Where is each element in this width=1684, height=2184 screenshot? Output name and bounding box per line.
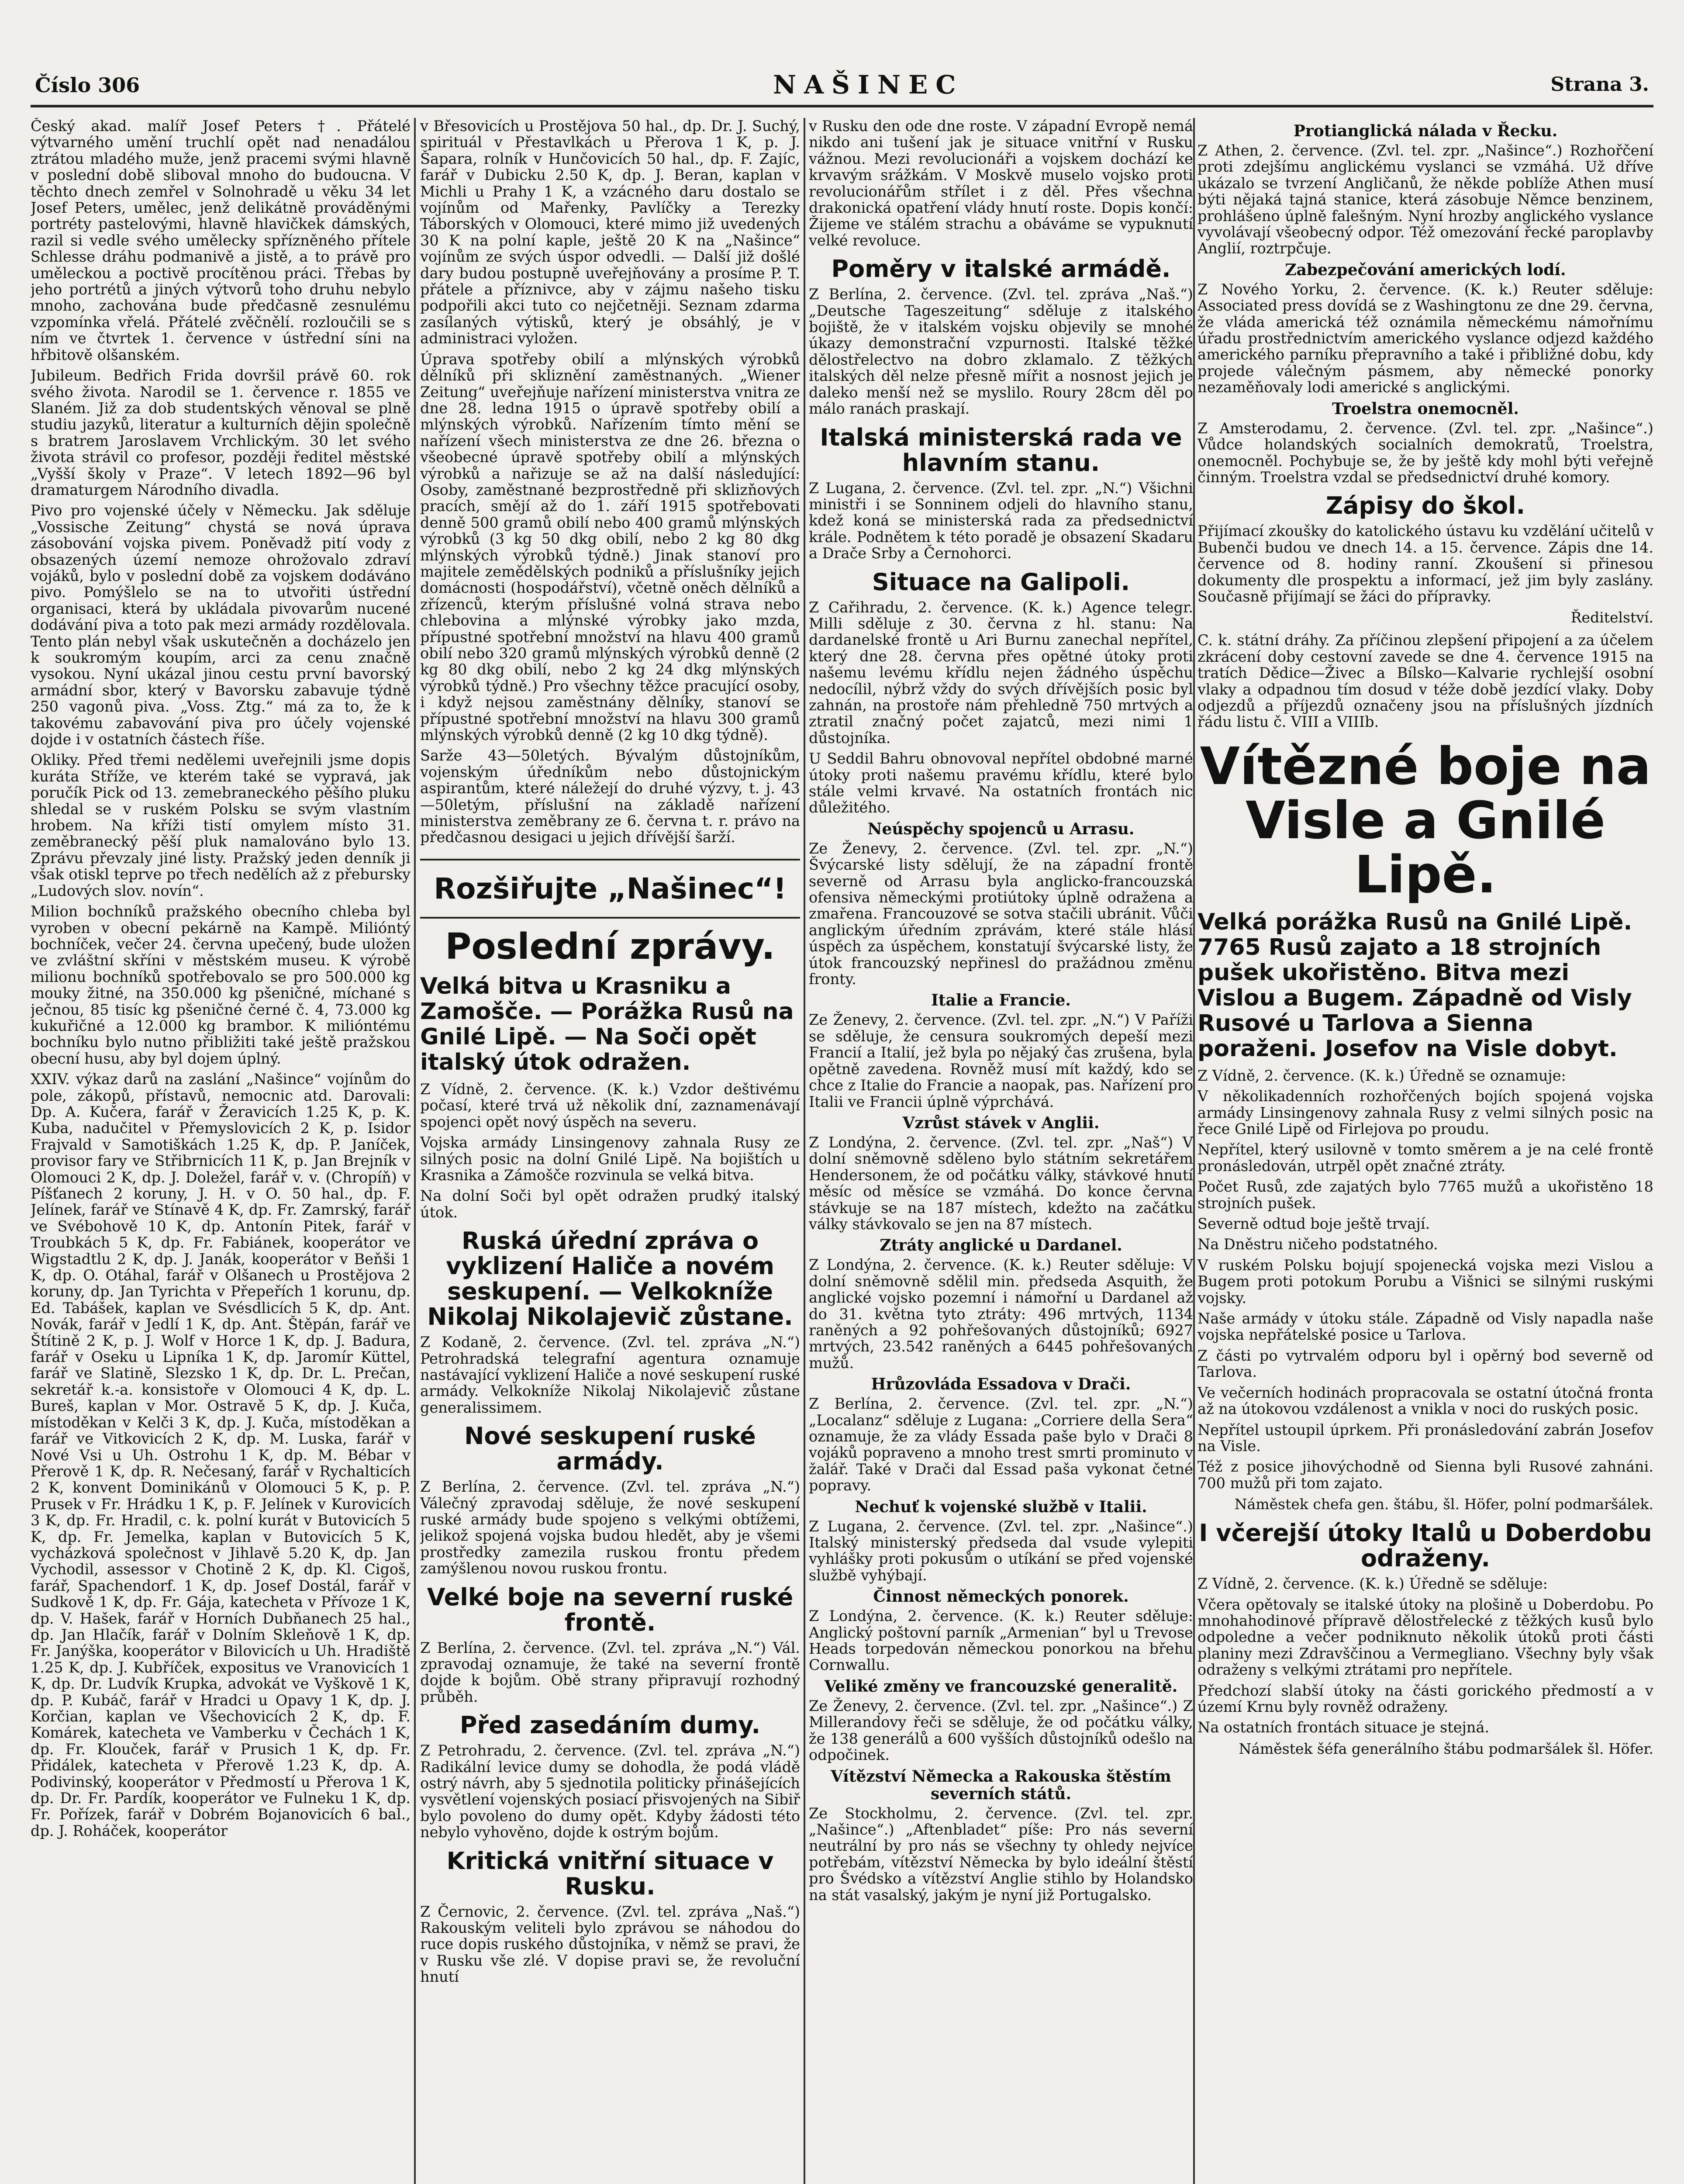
main-lead: Velká porážka Rusů na Gnilé Lipě. 7765 Rusů zajato a 18 strojních pušek ukořistěno. Bitva mezi Vislou a Bugem. Západně od Visly Rusové u Tarlova a Sienna poraženi. Josefov na Visle dobyt. xyxy=(1197,909,1632,1062)
headline-italian-army: Poměry v italské armádě. xyxy=(831,255,1171,283)
news-paragraph: Severně odtud boje ještě trvají. xyxy=(1197,1215,1430,1233)
subhead-troelstra: Troelstra onemocněl. xyxy=(1332,399,1519,418)
article-okliky: Okliky. Před třemi nedělemi uveřejnili jsme dopis kuráta Stříže, ve kterém také se vypravá, jak poručík Pick od 13. zemebraneckého pěšího pluku shledal se v ruském Polsku se svým vlastním hrobem. Na kříži tistí omylem místo 31. zeměbranecký pěší pluk namalováno bylo 13. Zprávu převzaly jiné listy. Pražský jeden denník ji však otiskl teprve po třech nedělích až z přebursky „Ludových slov. novín“. xyxy=(31,751,411,899)
signature: Náměstek chefa gen. štábu, šl. Höfer, polní podmaršálek. xyxy=(1234,1496,1653,1513)
latest-news-lead: Velká bitva u Krasniku a Zamošče. — Porážka Rusů na Gnilé Lipě. — Na Soči opět italský útok odražen. xyxy=(420,973,794,1075)
news-paragraph: Ve večerních hodinách propracovala se ostatní útočná fronta až na útokovou vzdálenost a vnikla v noci do ruských posic. xyxy=(1197,1384,1653,1418)
news-paragraph: V několikadenních rozhořčených bojích spojená vojska armády Linsingenovy zahnala Rusy z velmi silných posic na řece Gnilé Lipě od Firlejova po proudu. xyxy=(1197,1088,1653,1137)
news-paragraph: V ruském Polsku bojují spojenecká vojska mezi Vislou a Bugem proti potokum Porubu a Višnici se silnými ruskými vojsky. xyxy=(1197,1256,1653,1306)
news-paragraph: Nepřítel, který usilovně v tomto směrem a je na celé frontě pronásledován, utrpěl opět značné ztráty. xyxy=(1197,1141,1653,1175)
article-donations-cont: v Břesovicích u Prostějova 50 hal., dp. Dr. J. Suchý, spirituál v Přestavlkách u Přerova 1 K, p. J. Šapara, rolník v Hunčovicích 50 hal., dp. F. Zajíc, farář v Dubicku 2.50 K, dp. J. Beran, kaplan v Michli u Prahy 1 K, a vzácného daru dostalo se vojínům od Mařenky, Pavlíčky a Terezky Táborských v Olomouci, které mimo již uvedených 30 K na polní kaple, ještě 20 K na „Našince“ vojínům ze svých úspor odvedli. — Další již došlé dary budou postupně uveřejňovány a prosíme P. T. přátele a příznivce, aby v zájmu našeho tisku podpořili akci tuto co nejčetněji. Seznam zdarma zasílaných výtisků, který je obsáhlý, je v administraci vyložen. xyxy=(420,118,800,347)
article-donations: XXIV. výkaz darů na zaslání „Našince“ vojínům do pole, zákopů, přístavů, nemocnic atd. Darovali: Dp. A. Kučera, farář v Žeravicích 1.25 K, p. K. Kuba, nadučitel v Přemyslovicích 2 K, p. Isidor Frajvald v Samotiškách 1.25 K, dp. P. Janíček, provisor fary ve Střibrnicích 11 K, p. Jan Brejník v Olomouci 2 K, dp. J. Doležel, farář v. v. (Chropíň) v Píšťanech 2 koruny, J. H. v O. 50 hal., dp. F. Jelínek, farář ve Stínavě 4 K, dp. Fr. Zamrský, farář ve Svébohově 10 K, dp. Antonín Pitek, farář v Troubkách 5 K, dp. Fr. Fabiánek, kooperátor ve Wigstadtlu 2 K, dp. J. Janák, kooperátor v Beňši 1 K, dp. O. Otáhal, farář v Olšanech u Prostějova 2 koruny, dp. Jan Tyrichta v Přepeřích 1 korunu, dp. Ed. Tabášek, kaplan ve Svésdlicích 5 K, dp. Ant. Novák, farář v Jedlí 1 K, dp. Ant. Štěpán, farář ve Štítině 2 K, p. J. Wolf v Horce 1 K, dp. J. Badura, farář v Oseku u Lipníka 1 K, dp. Jaromír Küttel, farář ve Slatině, Slezsko 1 K, dp. Dr. L. Prečan, sekretář k.-a. konsistoře v Olomouci 4 K, dp. L. Bureš, kaplan v Mor. Ostravě 5 K, dp. J. Kuča, místoděkan v Kelči 3 K, dp. J. Kuča, místoděkan a farář ve Vitkovicích 2 K, dp. M. Luska, farář v Nové Vsi u Uh. Ostrohu 1 K, dp. M. Bébar v Přerově 1 K, dp. R. Nečesaný, farář v Rychalticích 2 K, konvent Dominikánů v Olomouci 5 K, p. P. Prusek v Fr. Hrádku 1 K, p. F. Jelínek v Kurovicích 3 K, dp. Fr. Hradil, c. k. polní kurát v Butovicích 5 K, dp. Fr. Jemelka, kaplan v Butovicích 5 K, vycházková společnost v Jihlavě 5.20 K, dp. Jan Vychodil, assessor v Chotině 2 K, dp. Kl. Cigoš, farář, Spachendorf. 1 K, dp. Josef Dostál, farář v Sudkově 1 K, dp. Fr. Gája, katecheta v Přívoze 1 K, dp. V. Hašek, farář v Horních Dubňanech 25 hal., dp. Jan Hlačík, farář v Dolním Skleňově 1 K, dp. Fr. Janýška, kooperátor v Bilovicích u Uh. Hradiště 1.25 K, dp. J. Kubříček, expositus ve Vranovicích 1 K, dp. Dr. Ludvík Krupka, advokát ve Vyškově 1 K, dp. P. Kubáč, farář v Hradci u Opavy 1 K, dp. J. Korčian, kaplan ve Všechovicích 2 K, dp. F. Komárek, katecheta ve Vamberku v Čechách 1 K, dp. Fr. Klouček, farář v Prusich 1 K, dp. Fr. Přidálek, katecheta v Přerově 1.23 K, dp. A. Podivinský, kooperátor v Předmostí u Přerova 1 K, dp. Dr. Fr. Pardík, kooperátor ve Fulneku 1 K, dp. Fr. Pořízek, farář v Dobrém Bojanovicích 6 bal., dp. J. Roháček, kooperátor xyxy=(31,1071,411,1839)
news-paragraph: Z Vídně, 2. července. (K. k.) Úředně se sděluje: xyxy=(1197,1575,1548,1593)
headline-duma: Před zasedáním dumy. xyxy=(459,1711,761,1739)
news-paragraph: Vojska armády Linsingenovy zahnala Rusy ze silných posic na dolní Gnilé Lipě. Na bojištích u Krasnika a Zámošče rozvinula se velká bitva. xyxy=(420,1134,800,1184)
news-paragraph: Z Londýna, 2. července. (K. k.) Reuter sděluje: Anglický poštovní parník „Armenian“ byl u Trevose Heads torpedován německou ponorkou na břehu Cornwallu. xyxy=(809,1607,1193,1674)
subhead-essad: Hrůzovláda Essadova v Drači. xyxy=(871,1375,1131,1394)
headline-italian-council: Italská ministerská rada ve hlavním stanu. xyxy=(820,423,1182,477)
news-paragraph: Ze Ženevy, 2. července. (Zvl. tel. zpr. „N.“) V Paříži se sděluje, že censura soukromých depeší mezi Francií a Italií, jež byla po nějaký čas zrušena, byla opětně zavedena. Rovněž musí mít každý, kdo se chce z Italie do Francie a naopak, pas. Nařízení pro Italii ve Francii úplně výprchává. xyxy=(809,1011,1193,1110)
news-paragraph: Ze Ženevy, 2. července. (Zvl. tel. zpr. „N.“) Švýcarské listy sdělují, že na západní frontě severně od Arrasu byla anglicko-francouzská ofensiva německými protiútoky úplně odražena a zmařena. Francouzové se sotva stačili ubránit. Vůči anglickým úředním zprávám, které stále hlásí úspěch za úspěchem, konstatují švýcarské listy, že útok francouzský nepřinesl do pražádnou změnu fronty. xyxy=(809,840,1193,988)
subhead-arras: Neúspěchy spojenců u Arrasu. xyxy=(867,819,1135,838)
headline-russian-report: Ruská úřední zpráva o vyklizení Haliče a novém seskupení. — Velkokníže Nikolaj Nikolajevič zůstane. xyxy=(427,1227,793,1331)
news-paragraph: v Rusku den ode dne roste. V západní Evropě nemá nikdo ani tušení jak je situace vnitřní v Rusku vážnou. Mezi revolucionáři a vojskem dochází ke krvavým srážkám. V Moskvě muselo vojsko proti revolucionářům střílet i z děl. Přes všechna drakonická opatření vlády hnutí roste. Dopis končí: Žijeme ve stálém strachu a obáváme se vypuknutí velké revoluce. xyxy=(809,118,1193,249)
article-sarze: Sarže 43—50letých. Bývalým důstojníkům, vojenským úředníkům nebo důstojnickým aspirantům, které náležejí do druhé výzvy, t. j. 43—50letým, příslušní na základě nařízení ministerstva zeměbrany ze 6. června t. r. právo na předčasnou desigaci u jejich dřívější šarží. xyxy=(420,747,800,846)
headline-new-grouping: Nové seskupení ruské armády. xyxy=(464,1422,756,1476)
subhead-submarines: Činnost německých ponorek. xyxy=(873,1587,1129,1606)
headline-gallipoli: Situace na Galipoli. xyxy=(872,568,1130,596)
news-paragraph: Na Dněstru ničeho podstatného. xyxy=(1197,1236,1438,1253)
page-header xyxy=(31,70,1653,107)
news-paragraph: Na ostatních frontách situace je stejná. xyxy=(1197,1719,1490,1736)
article-uprava: Úprava spotřeby obilí a mlýnských výrobků dělníků při skliznění zaměstnaných. „Wiener Zeitung“ uveřejňuje nařízení ministerstva vnitra ze dne 28. ledna 1915 o úpravě spotřeby obilí a mlýnských výrobků. Nařízením tímto mění se nařízení všech ministerstva ze dne 26. března o všeobecné úpravě spotřeby obilí a mlýnských výrobků a nařizuje se až na další následující: Osoby, zaměstnané bezprostředně při sklizňových pracích, smějí až do 1. září 1915 spotřebovati denně 500 gramů obilí nebo 400 gramů mlýnských výrobků (3 kg 50 dkg obilí, nebo 2 kg 80 dkg mlýnských výrobků týdně.) Jinak stanoví pro majitele zemědělských podniků a příslušníky jejich domácnosti (hospodářství), včetně oněch dělníků a zřízenců, kterým příslušné volná strava nebo chlebovina a mlýnské výrobky jako mzda, přípustné spotřební množství na hlavu 400 gramů obilí nebo 320 gramů mlýnských výrobků denně (2 kg 80 dkg obilí, nebo 2 kg 24 dkg mlýnských výrobků týdně.) Pro všechny těžce pracující osoby, i když nejsou zaměstnány dělníky, stanoví se přípustné spotřební množství na hlavu 300 gramů mlýnských výrobků denně (2 kg 10 dkg týdně). xyxy=(420,350,800,744)
news-paragraph: Z Cařihradu, 2. července. (K. k.) Agence telegr. Milli sděluje z 30. června z hl. stanu: Na dardanelské frontě u Ari Burnu zanechal nepřítel, který dne 28. června přes opětné útoky proti našemu levému křídlu nejen žádného úspěchu nedocílil, nýbrž vždy do svých dřívějších posic byl zahnán, na prostoře nám přehledně 750 mrtvých a ztratil značný počet zajatců, mezi nimi 1 důstojníka. xyxy=(809,598,1193,746)
page-number: Strana 3. xyxy=(1550,73,1649,96)
subhead-ships: Zabezpečování amerických lodí. xyxy=(1285,260,1566,279)
subhead-nechut: Nechuť k vojenské službě v Italii. xyxy=(855,1497,1147,1516)
subhead-greece: Protianglická nálada v Řecku. xyxy=(1293,122,1558,140)
main-headline: Vítězné boje na Visle a Gnilé Lipě. xyxy=(1200,736,1651,905)
news-paragraph: Z Lugana, 2. července. (Zvl. tel. zpr. „Našince“.) Italský ministerský předseda dal vsude vylepiti vyhlášky proti pokusům o utíkání se před vojenské službě vyhýbají. xyxy=(809,1517,1193,1584)
news-paragraph: Z Londýna, 2. července. (Zvl. tel. zpr. „Naš“) V dolní sněmovně sděleno bylo státním sekretářem Hendersonem, že od počátku války, stávkové hnutí měsíc od měsíce se vzmáhá. Do konce června stávkuje se na 187 místech, kdežto na začátku války stávkovalo se jen na 87 místech. xyxy=(809,1133,1193,1233)
news-paragraph: Z Vídně, 2. července. (K. k.) Vzdor deštivému počasí, které trvá už několik dní, zaznamenávají spojenci opět nový úspěch na severu. xyxy=(420,1080,800,1130)
news-paragraph: Z Berlína, 2. července. (Zvl. tel. zpr. „N.“) „Localanz“ sděluje z Lugana: „Corriere della Sera“ oznamuje, že za vlády Essada paše bylo v Drači 8 vojáků popraveno a mnoho trest smrti prominuto v žalář. Také v Drači dal Essad paša vykonat četné popravy. xyxy=(809,1395,1193,1494)
subhead-dardanelles: Ztráty anglické u Dardanel. xyxy=(880,1236,1122,1255)
news-paragraph: Z Londýna, 2. července. (K. k.) Reuter sděluje: V dolní sněmovně sdělil min. předseda Asquith, že anglické vojsko pozemní i námořní u Dardanel až do 31. května tyto ztráty: 496 mrtvých, 1134 raněných a 92 pohřešovaných důstojníků; 6927 mrtvých, 23.542 raněných a 6445 pohřešovaných mužů. xyxy=(809,1256,1193,1372)
news-paragraph: C. k. státní dráhy. Za příčinou zlepšení připojení a za účelem zkrácení doby cestovní zavede se dne 4. července 1915 na tratích Dědice—Živec a Bílsko—Kalvarie rychlejší osobní vlaky a odpadnou tím dosud v téže době jezdící vlaky. Doby odjezdů a příjezdů označeny jsou na příslušných jízdních řádu listu č. VIII a VIIIb. xyxy=(1197,632,1653,731)
column-4 xyxy=(1197,118,1653,2184)
news-paragraph: Ze Ženevy, 2. července. (Zvl. tel. zpr. „Našince“.) Z Millerandovy řeči se sděluje, že od počátku války, že 138 generálů a 600 vyšších důstojníků odešlo na odpočinek. xyxy=(809,1697,1193,1764)
news-paragraph: Z Petrohradu, 2. července. (Zvl. tel. zpráva „N.“) Radikální levice dumy se dohodla, že podá vládě ostrý návrh, aby 5 sjednotila politicky přinášejících vysvětlení vojenských posiací přisvojených na Sibiř bylo povoleno do dumy opět. Kdyby žádosti této nebylo vyhověno, dojde k ostrým bojům. xyxy=(420,1742,800,1841)
news-paragraph: Včera opětovaly se italské útoky na plošině u Doberdobu. Po mnohahodinové přípravě dělostřelecké z těžkých kusů bylo odpoledne a večer podniknuto několik útoků proti části planiny mezi Zdravščinou a Vermegliano. Všechny byly však odraženy s velkými ztrátami pro nepřítele. xyxy=(1197,1596,1653,1679)
news-paragraph: Na dolní Soči byl opět odražen prudký italský útok. xyxy=(420,1187,800,1221)
subhead-generals: Veliké změny ve francouzské generalitě. xyxy=(824,1677,1178,1696)
news-paragraph: U Seddil Bahru obnovoval nepřítel obdobné marné útoky proti našemu pravému křídlu, které bylo stále velmi krvavé. Na ostatních frontách nic důležitého. xyxy=(809,750,1193,816)
headline-schools: Zápisy do škol. xyxy=(1325,492,1525,520)
column-divider xyxy=(414,118,416,2184)
signature: Náměstek šéfa generálního štábu podmaršálek šl. Höfer. xyxy=(1239,1740,1653,1757)
news-paragraph: Z části po vytrvalém odporu byl i opěrný bod severně od Tarlova. xyxy=(1197,1347,1653,1381)
news-paragraph: Z Vídně, 2. července. (K. k.) Úředně se oznamuje: xyxy=(1197,1067,1566,1084)
latest-news-title: Poslední zprávy. xyxy=(445,926,775,968)
news-paragraph: Z Berlína, 2. července. (Zvl. tel. zpráva „N.“) Vál. zpravodaj oznamuje, že také na severní frontě dojde k bojům. Obě strany připravují rozhodný průběh. xyxy=(420,1639,800,1705)
article-peters: Český akad. malíř Josef Peters †. Přátelé výtvarného umění truchlí opět nad nenadálou ztrátou mladého muže, jenž pracemi svými hlavně v poslední době sliboval mnoho do budoucna. V těchto dnech zemřel v Solnohradě u věku 34 let Josef Peters, umělec, jenž delikátně prováděnými portréty pastelovými, hlavně hlavičkek dámských, razil si vedle svého umělecky spřízněného přítele Schlesse dráhu podmanivě a jistě, a to právě pro uměleckou a poctivě procítěnou práci. Třebas by jeho portrétů a jiných výtvorů toho druhu nebylo mnoho, zachována bude předčasně zesnulému vzpomínka vřelá. Přátelé zvěčnělí. rozloučili se s ním ve čtvrtek 1. července v ústřední síni na hřbitově olšanském. xyxy=(31,118,411,363)
issue-number: Číslo 306 xyxy=(35,73,140,97)
news-paragraph: Z Lugana, 2. července. (Zvl. tel. zpr. „N.“) Všichni ministři i se Sonninem odjeli do hlavního stanu, kdež koná se ministerská rada za předsednictví krále. Podnětem k této poradě je obsazení Skadaru a Drače Srby a Černohorci. xyxy=(809,479,1193,562)
news-paragraph: Z Kodaně, 2. července. (Zvl. tel. zpráva „N.“) Petrohradská telegrafní agentura oznamuje nastávající vyklizení Haliče a nové seskupení ruské armády. Velkokníže Nikolaj Nikolajevič zůstane generalissimem. xyxy=(420,1334,800,1416)
column-divider xyxy=(804,118,805,2184)
column-2 xyxy=(420,118,800,2184)
subhead-strikes: Vzrůst stávek v Anglii. xyxy=(902,1113,1100,1132)
news-paragraph: Naše armády v útoku stále. Západně od Visly napadla naše vojska nepřátelské posice u Tarlova. xyxy=(1197,1310,1653,1344)
news-paragraph: Z Berlína, 2. července. (Zvl. tel. zpráva „N.“) Válečný zpravodaj sděluje, že nové seskupení ruské armády bude spojeno s velkými obtížemi, jelikož spojená vojska budou hledět, aby je všemi prostředky zamezila ruskou frontu předem zamýšlenou novou ruskou frontu. xyxy=(420,1478,800,1577)
headline-doberdob: I včerejší útoky Italů u Doberdobu odraženy. xyxy=(1199,1519,1652,1572)
article-jubileum: Jubileum. Bedřich Frida dovršil právě 60. rok svého života. Narodil se 1. července r. 1855 ve Slaném. Již za dob studentských věnoval se plně studiu jazyků, literatur a kulturních dějin společně s bratrem Jaroslavem Vrchlickým. 30 let svého života strávil co profesor, později ředitel městské „Vyšší školy v Praze“. V letech 1892—96 byl dramaturgem Národního divadla. xyxy=(31,367,411,498)
column-3 xyxy=(809,118,1193,2184)
headline-critical-situation: Kritická vnitřní situace v Rusku. xyxy=(446,1847,774,1900)
news-paragraph: Počet Rusů, zde zajatých bylo 7765 mužů a ukořistěno 18 strojních pušek. xyxy=(1197,1178,1653,1212)
news-paragraph: Přijímací zkoušky do katolického ústavu ku vzdělání učitelů v Bubenči budou ve dnech 14. a 15. července. Zápis dne 14. července od 8. hodiny ranní. Zkoušení si přinesou dokumenty dle prospektu a informací, jež jim byly zaslány. Současně přijímají se žáci do přípravky. xyxy=(1197,522,1653,605)
subhead-victory: Vítězství Německa a Rakouska štěstím severních států. xyxy=(831,1767,1171,1803)
news-paragraph: Předchozí slabší útoky na části gorického předmostí a v území Krnu byly rovněž odraženy. xyxy=(1197,1682,1653,1715)
news-paragraph: Nepřítel ustoupil úprkem. Při pronásledování zabrán Josefov na Visle. xyxy=(1197,1421,1653,1455)
news-paragraph: Z Amsterodamu, 2. července. (Zvl. tel. zpr. „Našince“.) Vůdce holandských socialních demokratů, Troelstra, onemocněl. Pochybuje se, že by ještě kdy mohl býti veřejně činným. Troelstra vzdal se předsednictví druhé komory. xyxy=(1197,419,1653,486)
article-milion: Milion bochníků pražského obecního chleba byl vyroben v obecní pekárně na Kampě. Milióntý bochníček, večer 24. června upečený, bude uložen ve zvláštní skříni v městském museu. K výrobě milionu bochníků spotřebovalo se pro 500.000 kg mouky žitné, na 350.000 kg pšeničné, míchané s ječnou, 85 tisíc kg pšeničné černé č. 4, 73.000 kg kukuřičné a 12.000 kg brambor. K milióntému bochníku bylo nutno přibližiti také ještě pražskou obecní husu, aby byl dojem úplný. xyxy=(31,903,411,1067)
article-pivo: Pivo pro vojenské účely v Německu. Jak sděluje „Vossische Zeitung“ chystá se nová úprava zásobování vojska pivem. Poněvadž pití vody z obsazených území nemoze ohrožovalo zdraví vojáků, bylo v poslední době za vojskem dodáváno pivo. Pomýšlelo se na to utvořiti ústřední organisaci, která by ukládala pivovarům nucené dodávání piva a toto pak mezi armády rozdělovala. Tento plán nebyl však uskutečněn a docházelo jen k soukromým koupím, arci za cenu značně vysokou. Nyní ukázal jinou cestu první bavorský armádní sbor, který v Bavorsku zabavuje týdně 250 vagonů piva. „Voss. Ztg.“ má za to, že k takovému zabavování piva pro účely vojenské dojde i v ostatních částech říše. xyxy=(31,502,411,748)
signature: Ředitelství. xyxy=(1570,609,1653,626)
column-1 xyxy=(31,118,411,2184)
news-paragraph: Též z posice jihovýchodně od Sienna byli Rusové zahnáni. 700 mužů při tom zajato. xyxy=(1197,1458,1653,1492)
news-paragraph: Z Berlína, 2. července. (Zvl. tel. zpráva „Naš.“) „Deutsche Tageszeitung“ sděluje z italského bojiště, že v italském vojsku objevily se mnohé úkazy demonstrační vzpurnosti. Italské těžké dělostřelectvo na dobro zklamalo. Z těžkých italských děl nelze přesně mířit a nosnost jejich je daleko menší než se myslilo. Roury 28cm děl po málo ranách praskají. xyxy=(809,286,1193,418)
news-paragraph: Ze Stockholmu, 2. července. (Zvl. tel. zpr. „Našince“.) „Aftenbladet“ píše: Pro nás severní neutrální by pro nás se všechny ty ohledy nejvíce potřebám, vítězství Německa by bylo ideální štěstí pro Švédsko a vítězství Anglie stihlo by Holandsko na stát vasalský, jakým je nyní již Portugalsko. xyxy=(809,1804,1193,1904)
headline-north-front: Velké boje na severní ruské frontě. xyxy=(427,1583,794,1636)
column-divider xyxy=(1193,118,1195,2184)
promo-banner: Rozšiřujte „Našinec“! xyxy=(420,859,800,919)
masthead-title: NAŠINEC xyxy=(773,70,964,100)
news-paragraph: Z Athen, 2. července. (Zvl. tel. zpr. „Našince“.) Rozhořčení proti zdejšímu anglickému vyslanci se vzmáhá. Už dříve ukázalo se tvrzení Angličanů, že někde poblíže Athen musí býti nějaká tajná stanice, která zásobuje Němce benzinem, prohlášeno úplně falešným. Nyní hrozby anglického vyslance vyvolávají všeobecný odpor. Též omezování řecké paroplavby Anglií, roztrpčuje. xyxy=(1197,142,1653,257)
news-paragraph: Z Nového Yorku, 2. července. (K. k.) Reuter sděluje: Associated press dovídá se z Washingtonu ze dne 29. června, že vláda americká též oznámila německému námořnímu úřadu prostřednictvím amerického vyslance odjezd každého amerického parníku přepravního a také i přibližné dobu, kdy projede válečným pásmem, aby německé ponorky nezaměňovaly lodi americké s anglickými. xyxy=(1197,280,1653,396)
subhead-italy-france: Italie a Francie. xyxy=(931,991,1071,1010)
news-paragraph: Z Černovic, 2. července. (Zvl. tel. zpráva „Naš.“) Rakouským veliteli bylo zprávou se náhodou do ruce dopis ruského důstojníka, v němž se pravi, že v Rusku vše zlé. V dopise pravi se, že revoluční hnutí xyxy=(420,1903,800,1986)
